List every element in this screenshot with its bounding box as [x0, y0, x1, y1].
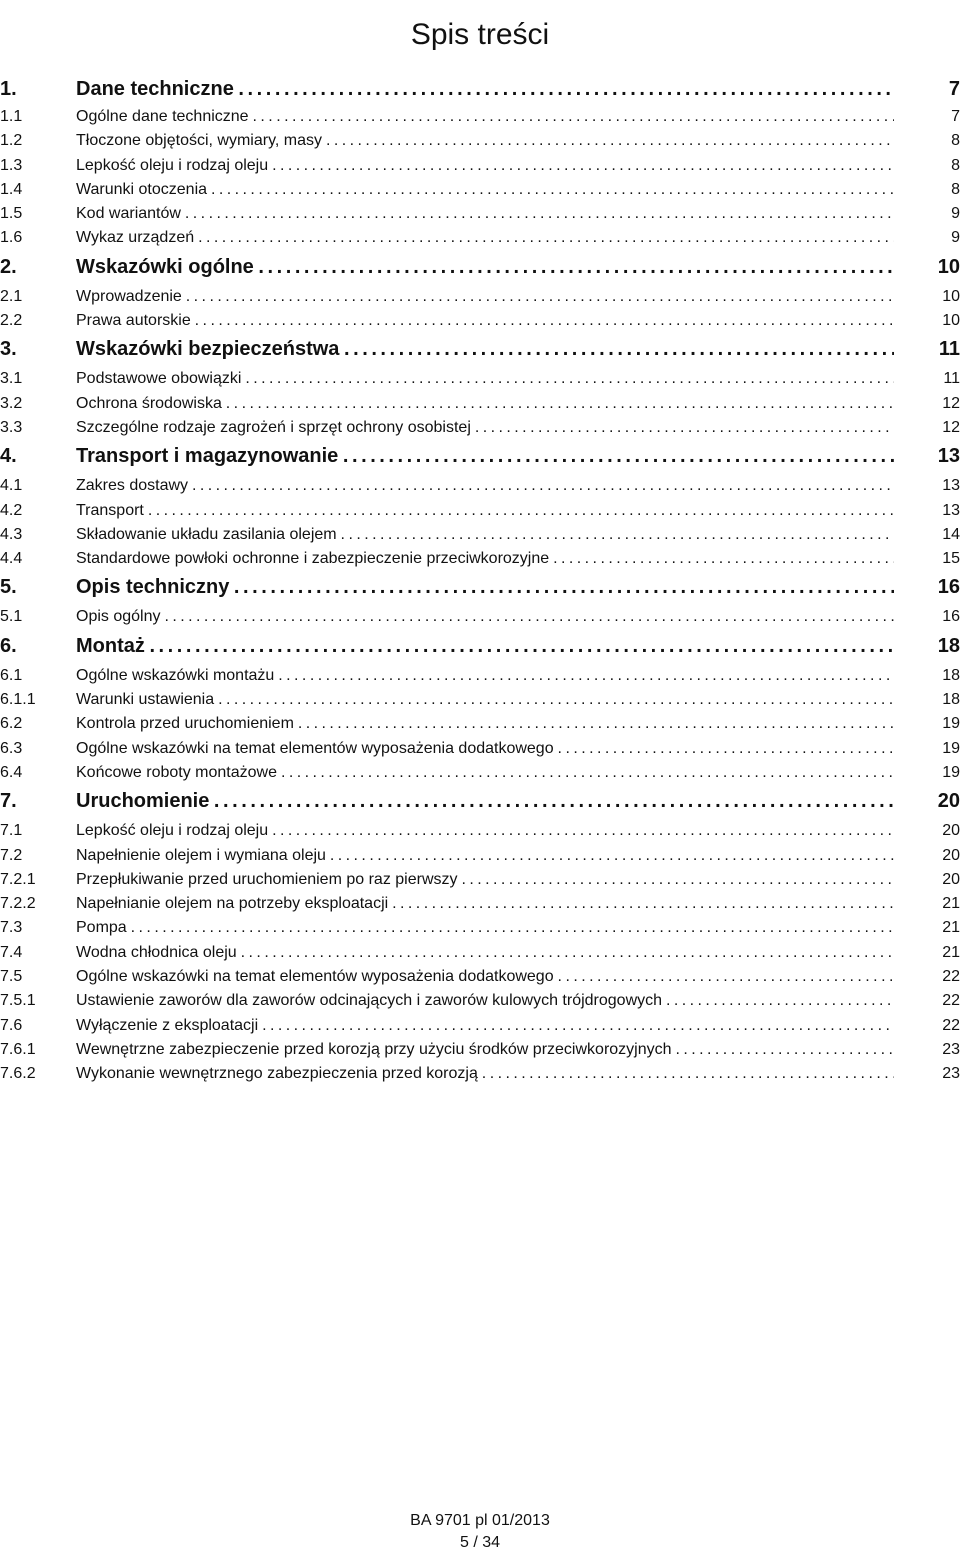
toc-entry-number: 7.3: [0, 919, 23, 937]
toc-entry-number: 2.2: [0, 312, 23, 330]
toc-entry-number: 7.5: [0, 968, 23, 986]
toc-entry-number: 5.: [0, 576, 17, 599]
toc-entry-number: 3.3: [0, 418, 23, 436]
toc-entry-page-number: 19: [942, 739, 960, 757]
toc-entry-page-number: 18: [937, 634, 960, 657]
toc-entry-title[interactable]: Warunki ustawienia . . .: [76, 688, 894, 712]
toc-section-entry[interactable]: [0, 523, 960, 547]
toc-entry-number: 5.1: [0, 608, 23, 626]
toc-section-entry[interactable]: [0, 129, 960, 153]
toc-entry-title[interactable]: Wodna chłodnica oleju . . .: [76, 941, 894, 965]
toc-section-entry[interactable]: [0, 989, 960, 1013]
toc-entry-page-number: 9: [951, 205, 960, 223]
toc-section-entry[interactable]: [0, 664, 960, 688]
toc-entry-number: 7.4: [0, 943, 23, 961]
toc-entry-number: 7.6.1: [0, 1040, 36, 1058]
toc-entry-page-number: 9: [951, 229, 960, 247]
toc-entry-number: 1.4: [0, 180, 23, 198]
toc-entry-number: 7.2.2: [0, 895, 36, 913]
toc-entry-title[interactable]: Lepkość oleju i rodzaj oleju . . .: [76, 819, 894, 843]
toc-section-entry[interactable]: [0, 1062, 960, 1086]
document-code: BA 9701 pl 01/2013: [410, 1512, 550, 1529]
toc-entry-title[interactable]: Ochrona środowiska . . .: [76, 392, 894, 416]
toc-section-entry[interactable]: [0, 367, 960, 391]
toc-section-entry[interactable]: [0, 892, 960, 916]
toc-entry-page-number: 7: [948, 78, 960, 100]
toc-section-entry[interactable]: [0, 712, 960, 736]
toc-entry-number: 7.: [0, 790, 17, 813]
toc-entry-page-number: 16: [942, 608, 960, 626]
toc-section-entry[interactable]: [0, 819, 960, 843]
toc-section-entry[interactable]: [0, 737, 960, 761]
toc-entry-number: 4.: [0, 445, 17, 468]
toc-section-entry[interactable]: [0, 844, 960, 868]
toc-entry-title[interactable]: Warunki otoczenia . . .: [76, 178, 894, 202]
toc-entry-number: 3.1: [0, 370, 23, 388]
toc-section-entry[interactable]: [0, 1038, 960, 1062]
toc-entry-page-number: 7: [951, 108, 960, 125]
toc-entry-title[interactable]: Dane techniczne . . .: [76, 77, 894, 101]
toc-entry-number: 6.: [0, 634, 17, 657]
toc-chapter-entry[interactable]: [0, 440, 960, 474]
toc-entry-number: 4.4: [0, 550, 23, 568]
toc-section-entry[interactable]: [0, 105, 960, 129]
toc-entry-title[interactable]: Prawa autorskie . . .: [76, 309, 894, 333]
toc-entry-number: 1.5: [0, 205, 23, 223]
toc-entry-page-number: 10: [942, 287, 960, 305]
toc-entry-page-number: 10: [942, 312, 960, 330]
toc-entry-page-number: 8: [951, 132, 960, 150]
toc-chapter-entry[interactable]: [0, 77, 960, 105]
toc-entry-title[interactable]: Napełnianie olejem na potrzeby eksploatacji . . .: [76, 892, 894, 916]
toc-entry-page-number: 19: [942, 715, 960, 733]
toc-entry-page-number: 20: [942, 822, 960, 840]
toc-entry-number: 1.2: [0, 132, 23, 150]
toc-entry-page-number: 12: [942, 418, 960, 436]
toc-entry-title[interactable]: Wskazówki ogólne . . .: [76, 255, 894, 279]
toc-section-entry[interactable]: [0, 941, 960, 965]
toc-entry-page-number: 15: [942, 550, 960, 568]
toc-chapter-entry[interactable]: [0, 251, 960, 285]
toc-section-entry[interactable]: [0, 868, 960, 892]
toc-section-entry[interactable]: [0, 605, 960, 629]
toc-entry-title[interactable]: Montaż . . .: [76, 634, 894, 658]
toc-entry-title[interactable]: Kontrola przed uruchomieniem . . .: [76, 712, 894, 736]
toc-entry-page-number: 22: [942, 992, 960, 1010]
toc-entry-page-number: 14: [942, 525, 960, 543]
toc-entry-title[interactable]: Ogólne wskazówki montażu . . .: [76, 664, 894, 688]
toc-entry-title[interactable]: Ustawienie zaworów dla zaworów odcinających i zaworów kulowych trójdrogowych . . .: [76, 989, 894, 1013]
toc-entry-title[interactable]: Wykaz urządzeń . . .: [76, 226, 894, 250]
toc-entry-number: 7.1: [0, 822, 23, 840]
toc-chapter-entry[interactable]: [0, 630, 960, 664]
page-number: 5 / 34: [459, 1534, 501, 1551]
toc-section-entry[interactable]: [0, 1014, 960, 1038]
toc-entry-page-number: 20: [937, 790, 960, 813]
toc-entry-number: 6.1.1: [0, 691, 36, 709]
toc-section-entry[interactable]: [0, 761, 960, 785]
toc-entry-title[interactable]: Przepłukiwanie przed uruchomieniem po raz pierwszy . . .: [76, 868, 894, 892]
toc-section-entry[interactable]: [0, 178, 960, 202]
toc-entry-page-number: 13: [937, 445, 960, 468]
page-title: Spis treści: [410, 18, 550, 52]
toc-entry-page-number: 11: [938, 338, 960, 361]
toc-section-entry[interactable]: [0, 392, 960, 416]
toc-section-entry[interactable]: [0, 474, 960, 498]
toc-entry-page-number: 13: [942, 477, 960, 495]
toc-section-entry[interactable]: [0, 916, 960, 940]
toc-entry-number: 6.3: [0, 739, 23, 757]
toc-entry-page-number: 22: [942, 968, 960, 986]
page-footer: [0, 1510, 960, 1554]
toc-entry-number: 1.6: [0, 229, 23, 247]
toc-section-entry[interactable]: [0, 499, 960, 523]
toc-entry-title[interactable]: Podstawowe obowiązki . . .: [76, 367, 894, 391]
toc-entry-title[interactable]: Tłoczone objętości, wymiary, masy . . .: [76, 129, 894, 153]
toc-entry-page-number: 19: [942, 763, 960, 781]
toc-section-entry[interactable]: [0, 547, 960, 571]
toc-entry-page-number: 13: [942, 501, 960, 519]
toc-entry-page-number: 8: [951, 180, 960, 198]
toc-entry-title[interactable]: Szczególne rodzaje zagrożeń i sprzęt ochrony osobistej . . .: [76, 416, 894, 440]
toc-entry-title[interactable]: Wskazówki bezpieczeństwa . . .: [76, 337, 894, 361]
toc-entry-number: 4.1: [0, 477, 23, 495]
toc-entry-title[interactable]: Lepkość oleju i rodzaj oleju . . .: [76, 154, 894, 178]
toc-entry-title[interactable]: Uruchomienie . . .: [76, 789, 894, 813]
table-of-contents: [0, 77, 960, 1087]
toc-entry-number: 4.3: [0, 525, 23, 543]
toc-entry-number: 3.2: [0, 394, 23, 412]
toc-entry-number: 1.1: [0, 108, 23, 125]
toc-section-entry[interactable]: [0, 688, 960, 712]
toc-entry-page-number: 23: [942, 1040, 960, 1058]
toc-entry-number: 1.3: [0, 156, 23, 174]
toc-entry-page-number: 10: [937, 255, 960, 278]
toc-entry-page-number: 18: [942, 691, 960, 709]
toc-entry-title[interactable]: Napełnienie olejem i wymiana oleju . . .: [76, 844, 894, 868]
toc-section-entry[interactable]: [0, 202, 960, 226]
toc-entry-number: 7.2: [0, 846, 23, 864]
toc-entry-title[interactable]: Ogólne wskazówki na temat elementów wyposażenia dodatkowego . . .: [76, 737, 894, 761]
toc-entry-page-number: 8: [951, 156, 960, 174]
toc-entry-page-number: 20: [942, 846, 960, 864]
toc-entry-number: 2.: [0, 255, 17, 278]
toc-entry-title[interactable]: Opis techniczny . . .: [76, 575, 894, 599]
toc-section-entry[interactable]: [0, 285, 960, 309]
toc-entry-page-number: 18: [942, 666, 960, 684]
toc-section-entry[interactable]: [0, 154, 960, 178]
toc-entry-page-number: 22: [942, 1016, 960, 1034]
toc-entry-title[interactable]: Pompa . . .: [76, 916, 894, 940]
toc-chapter-entry[interactable]: [0, 333, 960, 367]
toc-entry-title[interactable]: Wprowadzenie . . .: [76, 285, 894, 309]
toc-entry-number: 7.2.1: [0, 870, 36, 888]
toc-section-entry[interactable]: [0, 309, 960, 333]
toc-entry-title[interactable]: Ogólne wskazówki na temat elementów wyposażenia dodatkowego . . .: [76, 965, 894, 989]
toc-entry-title[interactable]: Zakres dostawy . . .: [76, 474, 894, 498]
toc-entry-title[interactable]: Końcowe roboty montażowe . . .: [76, 761, 894, 785]
toc-entry-title[interactable]: Standardowe powłoki ochronne i zabezpieczenie przeciwkorozyjne . . .: [76, 547, 894, 571]
toc-entry-number: 6.1: [0, 666, 23, 684]
toc-entry-page-number: 23: [942, 1065, 960, 1083]
toc-entry-number: 7.5.1: [0, 992, 36, 1010]
toc-entry-page-number: 12: [942, 394, 960, 412]
toc-section-entry[interactable]: [0, 416, 960, 440]
toc-entry-number: 6.4: [0, 763, 23, 781]
toc-entry-title[interactable]: Wyłączenie z eksploatacji . . .: [76, 1014, 894, 1038]
toc-entry-number: 4.2: [0, 501, 23, 519]
toc-entry-page-number: 11: [943, 370, 960, 388]
toc-entry-number: 6.2: [0, 715, 23, 733]
toc-entry-number: 7.6.2: [0, 1065, 36, 1083]
toc-entry-title[interactable]: Ogólne dane techniczne . . .: [76, 105, 894, 129]
toc-entry-title[interactable]: Składowanie układu zasilania olejem . . .: [76, 523, 894, 547]
toc-entry-title[interactable]: Transport i magazynowanie . . .: [76, 444, 894, 468]
toc-entry-title[interactable]: Kod wariantów . . .: [76, 202, 894, 226]
toc-entry-title[interactable]: Wewnętrzne zabezpieczenie przed korozją przy użyciu środków przeciwkorozyjnych . . .: [76, 1038, 894, 1062]
toc-entry-page-number: 21: [942, 895, 960, 913]
toc-entry-page-number: 20: [942, 870, 960, 888]
toc-entry-title[interactable]: Opis ogólny . . .: [76, 605, 894, 629]
toc-entry-page-number: 21: [942, 943, 960, 961]
toc-section-entry[interactable]: [0, 965, 960, 989]
toc-entry-number: 1.: [0, 78, 17, 100]
toc-chapter-entry[interactable]: [0, 571, 960, 605]
toc-entry-number: 2.1: [0, 287, 23, 305]
toc-entry-page-number: 16: [937, 576, 960, 599]
toc-entry-page-number: 21: [942, 919, 960, 937]
toc-entry-title[interactable]: Transport . . .: [76, 499, 894, 523]
toc-entry-title[interactable]: Wykonanie wewnętrznego zabezpieczenia przed korozją . . .: [76, 1062, 894, 1086]
toc-entry-number: 7.6: [0, 1016, 23, 1034]
toc-chapter-entry[interactable]: [0, 785, 960, 819]
toc-entry-number: 3.: [0, 338, 17, 361]
toc-section-entry[interactable]: [0, 226, 960, 250]
